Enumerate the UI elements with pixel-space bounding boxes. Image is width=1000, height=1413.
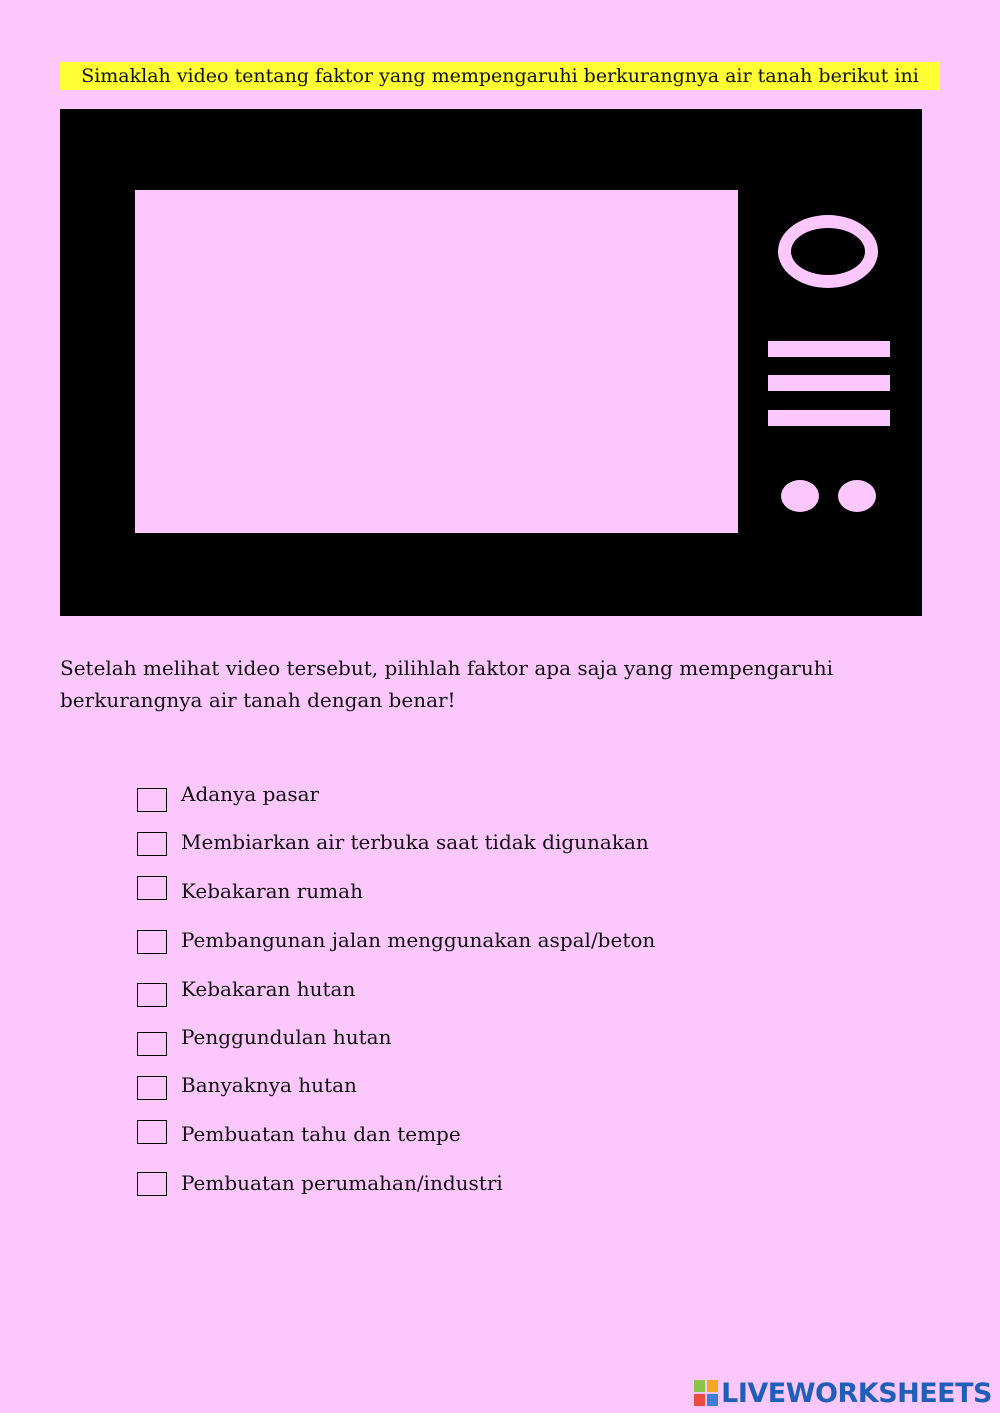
option-label: Pembangunan jalan menggunakan aspal/beton	[181, 928, 656, 952]
option-label: Membiarkan air terbuka saat tidak digunakan	[181, 830, 649, 854]
checkbox[interactable]	[137, 788, 167, 812]
instruction-banner	[60, 62, 940, 90]
option-label: Penggundulan hutan	[181, 1025, 392, 1049]
brand-name: LIVEWORKSHEETS	[721, 1377, 992, 1409]
tv-speaker-line-icon	[768, 375, 890, 391]
tv-button-icon	[781, 480, 819, 512]
option-label: Kebakaran hutan	[181, 977, 356, 1001]
brand-logo	[694, 1376, 992, 1410]
checkbox[interactable]	[137, 1076, 167, 1100]
option-label: Pembuatan tahu dan tempe	[181, 1122, 461, 1146]
option-label: Adanya pasar	[181, 782, 320, 806]
checkbox[interactable]	[137, 1172, 167, 1196]
tv-speaker-line-icon	[768, 341, 890, 357]
option-label: Banyaknya hutan	[181, 1073, 357, 1097]
checkbox[interactable]	[137, 930, 167, 954]
question-prompt	[60, 652, 920, 716]
tv-speaker-line-icon	[768, 410, 890, 426]
video-player-frame	[60, 109, 922, 616]
checkbox[interactable]	[137, 876, 167, 900]
option-label: Pembuatan perumahan/industri	[181, 1171, 503, 1195]
checkbox[interactable]	[137, 832, 167, 856]
checkbox[interactable]	[137, 983, 167, 1007]
checkbox[interactable]	[137, 1032, 167, 1056]
option-label: Kebakaran rumah	[181, 879, 363, 903]
liveworksheets-logo-icon	[694, 1380, 718, 1406]
video-screen[interactable]	[135, 190, 738, 533]
tv-knob-icon	[778, 215, 878, 288]
question-text: Setelah melihat video tersebut, pilihlah faktor apa saja yang mempengaruhi berkurangnya air tanah dengan benar!	[60, 656, 834, 712]
checkbox[interactable]	[137, 1120, 167, 1144]
tv-button-icon	[838, 480, 876, 512]
instruction-text: Simaklah video tentang faktor yang mempengaruhi berkurangnya air tanah berikut ini	[81, 65, 919, 87]
